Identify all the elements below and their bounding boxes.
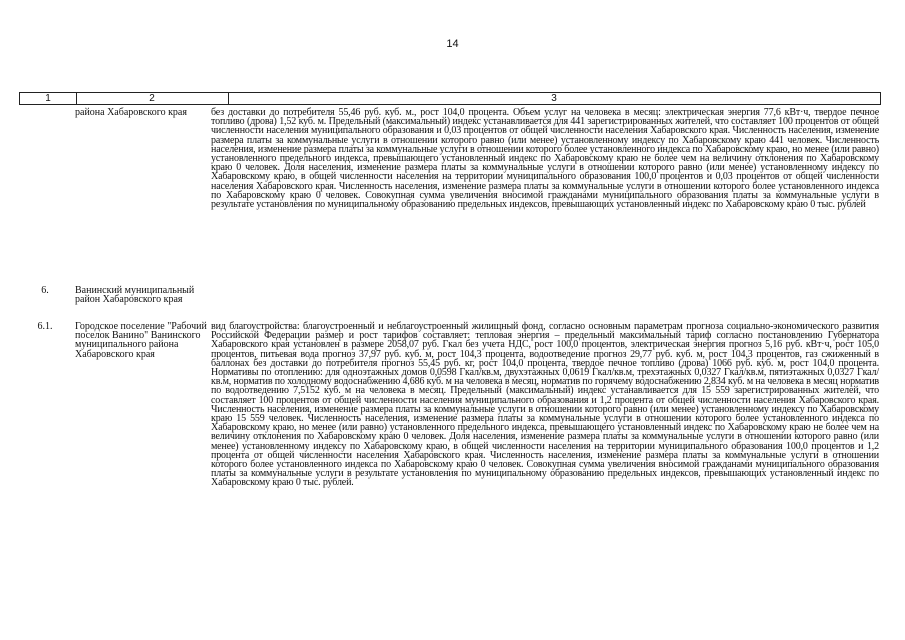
page-number: 14 xyxy=(446,38,459,50)
row-number: 6. xyxy=(41,285,49,296)
row-description: без доставки до потребителя 55,46 руб. куб. м., рост 104,0 процента. Объем услуг на человека в месяц: электрическая энергия 77,6 кВт·ч, твердое печное топливо (дрова) 1,52 куб. м. Предельный (максимальный) индекс устанавливается для 441 зарегистрированных жителей, что составляет 100 процентов от общей численности населения муниципального образования и 0,03 процентов от общей численности населения Хабаровского края. Численность населения, изменение размера платы за коммунальные услуги в отношении которого равно (или менее) установленному индексу по Хабаровскому краю 441 человек. Численность населения, изменение размера платы за коммунальные услуги в отношении которого более установленного индекса по Хабаровскому краю, но менее (или равно) установленного предельного индекса, превышающего установленный индекс по Хабаровскому краю не более чем на величину отклонения по Хабаровскому краю 0 человек. Доля населения, изменение размера платы за коммунальные услуги в отношении которого равно (или менее) установленному индексу по Хабаровскому краю, в общей численности населения на территории муниципального образования 100,0 процентов и 0,03 процентов от общей численности населения Хабаровского края. Численность населения, изменение размера платы за коммунальные услуги в отношении которого более установленного индекса по Хабаровскому краю 0 человек. Совокупная сумма увеличения вносимой гражданами муниципального образования платы за коммунальные услуги в результате установления по муниципальному образованию предельных индексов, превышающих установленный индекс по Хабаровскому краю 0 тыс. рублей xyxy=(211,107,879,211)
row-number: 6.1. xyxy=(37,321,53,332)
column-header-1: 1 xyxy=(20,93,77,104)
column-header-2: 2 xyxy=(76,93,229,104)
row-description: вид благоустройства: благоустроенный и неблагоустроенный жилищный фонд, согласно основным параметрам прогноза социально-экономического развития Российской Федерации размер и рост тарифов составляет: тепловая энергия – предельный максимальный тариф согласно постановлению Губернатора Хабаровского края установлен в размере 2058,07 руб. Гкал без учета НДС, рост 100,0 процентов, электрическая энергия прогноз 5,16 руб. кВт·ч, рост 105,0 процентов, питьевая вода прогноз 37,97 руб. куб. м, рост 104,3 процента, водоотведение прогноз 29,77 руб. куб. м, рост 104,3 процентов, газ сжиженный в баллонах без доставки до потребителя прогноз 55,45 руб. кг, рост 104,0 процента, твердое печное топливо (дрова) 1066 руб. куб. м, рост 104,0 процента. Нормативы по отоплению: для одноэтажных домов 0,0598 Гкал/кв.м, двухэтажных 0,0619 Гкал/кв.м, трехэтажных 0,0327 Гкал/кв.м, пятиэтажных 0,0327 Гкал/кв.м, норматив по холодному водоснабжению 4,686 куб. м на человека в месяц, норматив по горячему водоснабжению 2,834 куб. м на человека в месяц норматив по водоотведению 7,5152 куб. м на человека в месяц. Предельный (максимальный) индекс устанавливается для 15 559 зарегистрированных жителей, что составляет 100 процентов от общей численности населения муниципального образования и 1,2 процента от общей численности населения Хабаровского края. Численность населения, изменение размера платы за коммунальные услуги в отношении которого равно (или менее) установленному индексу по Хабаровскому краю 15 559 человек. Численность населения, изменение размера платы за коммунальные услуги в отношении которого более установленного индекса по Хабаровскому краю, но менее (или равно) установленного предельного индекса, превышающего установленный индекс по Хабаровскому краю не более чем на величину отклонения по Хабаровскому краю 0 человек. Доля населения, изменение размера платы за коммунальные услуги в отношении которого равно (или менее) установленному индексу по Хабаровскому краю, в общей численности населения на территории муниципального образования 100,0 процентов и 1,2 процента от общей численности населения Хабаровского края. Численность населения, изменение размера платы за коммунальные услуги в отношении которого более установленного индекса по Хабаровскому краю 0 человек. Совокупная сумма увеличения вносимой гражданами муниципального образования платы за коммунальные услуги в результате установления по муниципальному образованию предельных индексов, превышающих установленный индекс по Хабаровскому краю 0 тыс. рублей. xyxy=(211,321,879,489)
column-header-3: 3 xyxy=(551,93,557,104)
municipality-name: Ванинский муниципальный район Хабаровского края xyxy=(75,285,195,306)
table-header-row xyxy=(19,92,881,105)
municipality-name: Городское поселение "Рабочий поселок Ванино" Ванинского муниципального района Хабаровского края xyxy=(75,321,207,360)
municipality-name: района Хабаровского края xyxy=(75,107,187,118)
